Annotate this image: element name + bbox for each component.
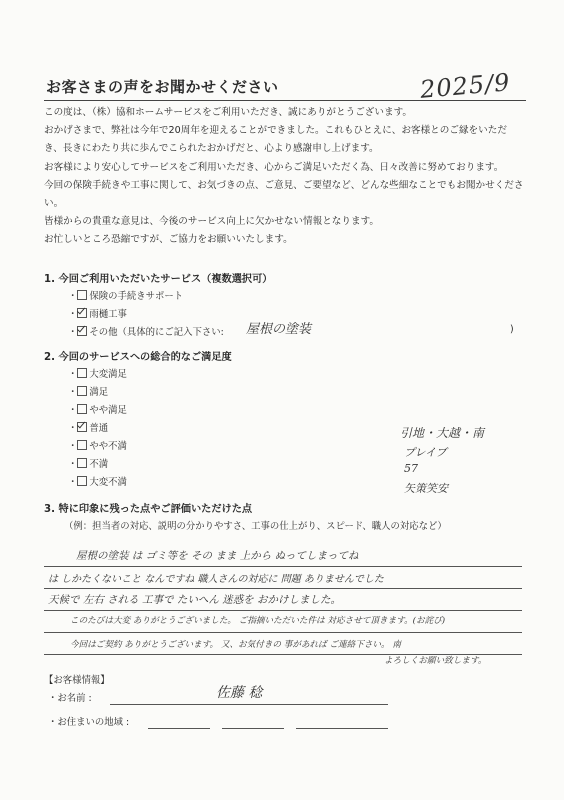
q2-option[interactable]: ・ やや不満 [68,441,127,452]
intro-text [44,104,524,250]
comment-rule [44,632,522,633]
side-note-line: プレイブ [404,446,447,459]
intro-line: 今回の保険手続きや工事に関して、お気づきの点、ご意見、ご要望など、どんな些細なことでもお聞かせください。 [44,179,524,210]
option-label: 満足 [89,387,109,398]
side-note-line: 矢策笑安 [404,482,448,495]
intro-line: 皆様からの貴重な意見は、今後のサービス向上に欠かせない情報となります。 [44,216,380,228]
side-note-line: 引地・大越・南 [400,426,485,440]
q1-option-gutter[interactable]: ・ 雨樋工事 [68,309,127,320]
option-label: その他（具体的にご記入下さい: [89,327,224,338]
checkbox[interactable] [77,476,87,486]
address-field-line[interactable] [296,728,388,729]
checkbox-checked[interactable] [77,326,87,336]
option-label: 普通 [89,423,109,434]
checkbox-checked[interactable] [77,422,87,432]
intro-line: お忙しいところ恐縮ですが、ご協力をお願いいたします。 [44,234,293,246]
q2-heading: 2. 今回のサービスへの総合的なご満足度 [44,352,232,363]
name-label: ・お名前 : [48,693,92,704]
checkbox-checked[interactable] [77,308,87,318]
checkbox[interactable] [77,404,87,414]
comment-reply[interactable]: 今回はご契約 ありがとうございます。 又、お気付きの 事があれば ご連絡下さい。 南 [70,640,401,650]
option-label: 不満 [89,459,109,470]
q1-option-other[interactable]: ・ その他（具体的にご記入下さい: [68,327,224,338]
intro-line: この度は、（株）協和ホームサービスをご利用いただき、誠にありがとうございます。 [44,107,413,118]
q2-option-selected[interactable]: ・ 普通 [68,423,109,434]
intro-line: おかげさまで、弊社は今年で20周年を迎えることができました。これもひとえに、お客様とのご縁をいただき、長きにわたり共に歩んでこられたおかげだと、心より感謝申し上げます。 [44,125,507,155]
checkbox[interactable] [77,290,87,300]
comment-rule [44,610,522,611]
comment-line[interactable]: 屋根の塗装 は ゴミ等を その まま 上から ぬってしまってね [76,550,359,562]
q2-option[interactable]: ・ 満足 [68,387,109,398]
address-field-line[interactable] [148,728,210,729]
q3-heading: 3. 特に印象に残った点やご評価いただけた点 [44,504,253,515]
option-label: 保険の手続きサポート [89,291,184,302]
checkbox[interactable] [77,458,87,468]
q2-option[interactable]: ・ 不満 [68,459,109,470]
intro-line: お客様により安心してサービスをご利用いただき、心からご満足いただく為、日々改善に努めております。 [44,161,504,173]
name-field-line [110,704,388,705]
option-label: やや不満 [89,441,127,452]
q3-example: （例：担当者の対応、説明の分かりやすさ、工事の仕上がり、スピード、職人の対応など） [64,521,447,532]
comment-line[interactable]: は しかたくないこと なんですね 職人さんの対応に 問題 ありませんでした [48,574,384,585]
address-field-line[interactable] [222,728,284,729]
q2-option[interactable]: ・ 大変不満 [68,477,127,488]
comment-rule [44,566,522,567]
comment-reply[interactable]: よろしくお願い致します。 [384,656,487,666]
name-field[interactable]: 佐藤 稔 [216,685,263,701]
address-label: ・お住まいの地域 : [48,717,130,728]
q1-heading: 1. 今回ご利用いただいたサービス（複数選択可） [44,274,273,285]
checkbox[interactable] [77,440,87,450]
option-label: 大変満足 [89,369,127,380]
q1-other-answer[interactable]: 屋根の塗装 [246,322,312,337]
side-note-line: 57 [404,462,418,475]
checkbox[interactable] [77,386,87,396]
customer-heading: 【お客様情報】 [44,675,110,686]
comment-reply[interactable]: このたびは大変 ありがとうございました。 ご指摘いただいた件は 対応させて頂きます。(お詫び) [70,616,446,626]
title-underline [44,100,526,101]
page-title: お客さまの声をお聞かせください [46,78,279,96]
option-label: やや満足 [89,405,127,416]
comment-line[interactable]: 天候で 左右 される 工事で たいへん 迷惑を おかけしました。 [48,594,342,606]
q2-option[interactable]: ・ やや満足 [68,405,127,416]
option-label: 大変不満 [89,477,127,488]
q2-option[interactable]: ・ 大変満足 [68,369,127,380]
handwritten-date: 2025/9 [418,68,512,104]
q1-close-paren: ) [510,324,514,335]
comment-rule [44,588,522,589]
q1-option-insurance[interactable]: ・ 保険の手続きサポート [68,291,184,302]
option-label: 雨樋工事 [89,309,127,320]
checkbox[interactable] [77,368,87,378]
